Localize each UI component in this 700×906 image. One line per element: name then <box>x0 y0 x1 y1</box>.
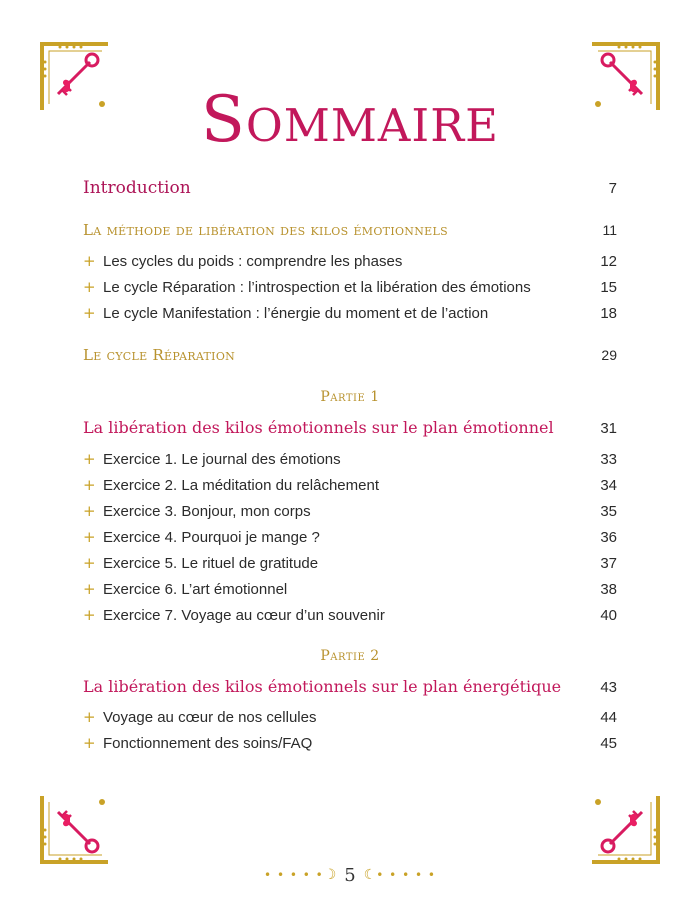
page-number: 5 <box>344 864 356 886</box>
toc-page-number: 38 <box>600 581 617 598</box>
toc-heading-label: La libération des kilos émotionnels sur le plan émotionnel <box>83 418 554 437</box>
toc-entry[interactable] <box>83 304 617 322</box>
toc-section-methode[interactable] <box>83 221 617 239</box>
toc-entry[interactable] <box>83 278 617 296</box>
toc-section-label: La méthode de libération des kilos émotionnels <box>83 221 448 239</box>
toc-page-number: 18 <box>600 305 617 322</box>
toc-page-number: 44 <box>600 709 617 726</box>
toc-section-label: Le cycle Réparation <box>83 346 236 364</box>
toc-entry-label: Le cycle Manifestation : l’énergie du moment et de l’action <box>103 305 489 322</box>
plus-bullet-icon: + <box>83 252 96 270</box>
plus-bullet-icon: + <box>83 554 96 572</box>
corner-ornament-bottom-right <box>590 794 660 864</box>
toc-entry-introduction[interactable] <box>83 178 617 198</box>
plus-bullet-icon: + <box>83 606 96 624</box>
toc-entry-label: Fonctionnement des soins/FAQ <box>103 735 313 752</box>
toc-entry[interactable] <box>83 502 617 520</box>
toc-entry-label: Exercice 2. La méditation du relâchement <box>103 477 379 494</box>
toc-entry-label: Introduction <box>83 178 191 198</box>
footer-dots-left-icon: • • • • • <box>264 868 324 882</box>
toc-page-number: 12 <box>600 253 617 270</box>
toc-page-number: 11 <box>602 222 617 238</box>
toc-page-number: 33 <box>600 451 617 468</box>
toc-entry-label: Exercice 1. Le journal des émotions <box>103 451 341 468</box>
toc-entry[interactable] <box>83 734 617 752</box>
plus-bullet-icon: + <box>83 278 96 296</box>
toc-page-number: 36 <box>600 529 617 546</box>
toc-entry-label: Exercice 7. Voyage au cœur d’un souvenir <box>103 607 385 624</box>
toc-entry-label: Exercice 5. Le rituel de gratitude <box>103 555 319 572</box>
toc-page-number: 40 <box>600 607 617 624</box>
toc-entry-label: Exercice 3. Bonjour, mon corps <box>103 503 311 520</box>
toc-part-2-heading[interactable] <box>83 677 617 696</box>
toc-page-number: 29 <box>601 347 617 363</box>
toc-page-number: 37 <box>600 555 617 572</box>
toc-section-cycle-reparation[interactable] <box>83 346 617 364</box>
corner-ornament-bottom-left <box>40 794 110 864</box>
plus-bullet-icon: + <box>83 580 96 598</box>
toc-page-number: 34 <box>600 477 617 494</box>
toc-page-number: 7 <box>608 180 617 197</box>
toc-entry-label: Exercice 6. L’art émotionnel <box>103 581 288 598</box>
toc-heading-label: La libération des kilos émotionnels sur le plan énergétique <box>83 677 562 696</box>
toc-entry[interactable] <box>83 554 617 572</box>
toc-entry-label: Les cycles du poids : comprendre les phases <box>103 253 403 270</box>
plus-bullet-icon: + <box>83 708 96 726</box>
toc-entry[interactable] <box>83 476 617 494</box>
plus-bullet-icon: + <box>83 476 96 494</box>
plus-bullet-icon: + <box>83 502 96 520</box>
plus-bullet-icon: + <box>83 304 96 322</box>
crescent-left-icon: ☽ <box>323 867 337 883</box>
plus-bullet-icon: + <box>83 450 96 468</box>
toc-page-number: 35 <box>600 503 617 520</box>
toc-entry-label: Exercice 4. Pourquoi je mange ? <box>103 529 320 546</box>
toc-entry[interactable] <box>83 708 617 726</box>
toc-entry-label: Voyage au cœur de nos cellules <box>103 709 317 726</box>
toc-entry-label: Le cycle Réparation : l’introspection et la libération des émotions <box>103 279 531 296</box>
toc-page-number: 45 <box>600 735 617 752</box>
plus-bullet-icon: + <box>83 528 96 546</box>
toc-part-1-heading[interactable] <box>83 418 617 437</box>
part-1-label: Partie 1 <box>320 389 380 405</box>
footer-dots-right-icon: • • • • • <box>376 868 436 882</box>
toc-entry[interactable] <box>83 606 617 624</box>
toc-entry[interactable] <box>83 252 617 270</box>
crescent-right-icon: ☾ <box>363 867 377 883</box>
part-2-label: Partie 2 <box>320 648 380 664</box>
page-footer <box>0 864 700 886</box>
toc-page-number: 43 <box>600 679 617 696</box>
toc-entry[interactable] <box>83 450 617 468</box>
toc-page-number: 31 <box>600 420 617 437</box>
toc-page-number: 15 <box>600 279 617 296</box>
toc-entry[interactable] <box>83 580 617 598</box>
page-title: Sommaire <box>201 83 499 157</box>
plus-bullet-icon: + <box>83 734 96 752</box>
toc-entry[interactable] <box>83 528 617 546</box>
